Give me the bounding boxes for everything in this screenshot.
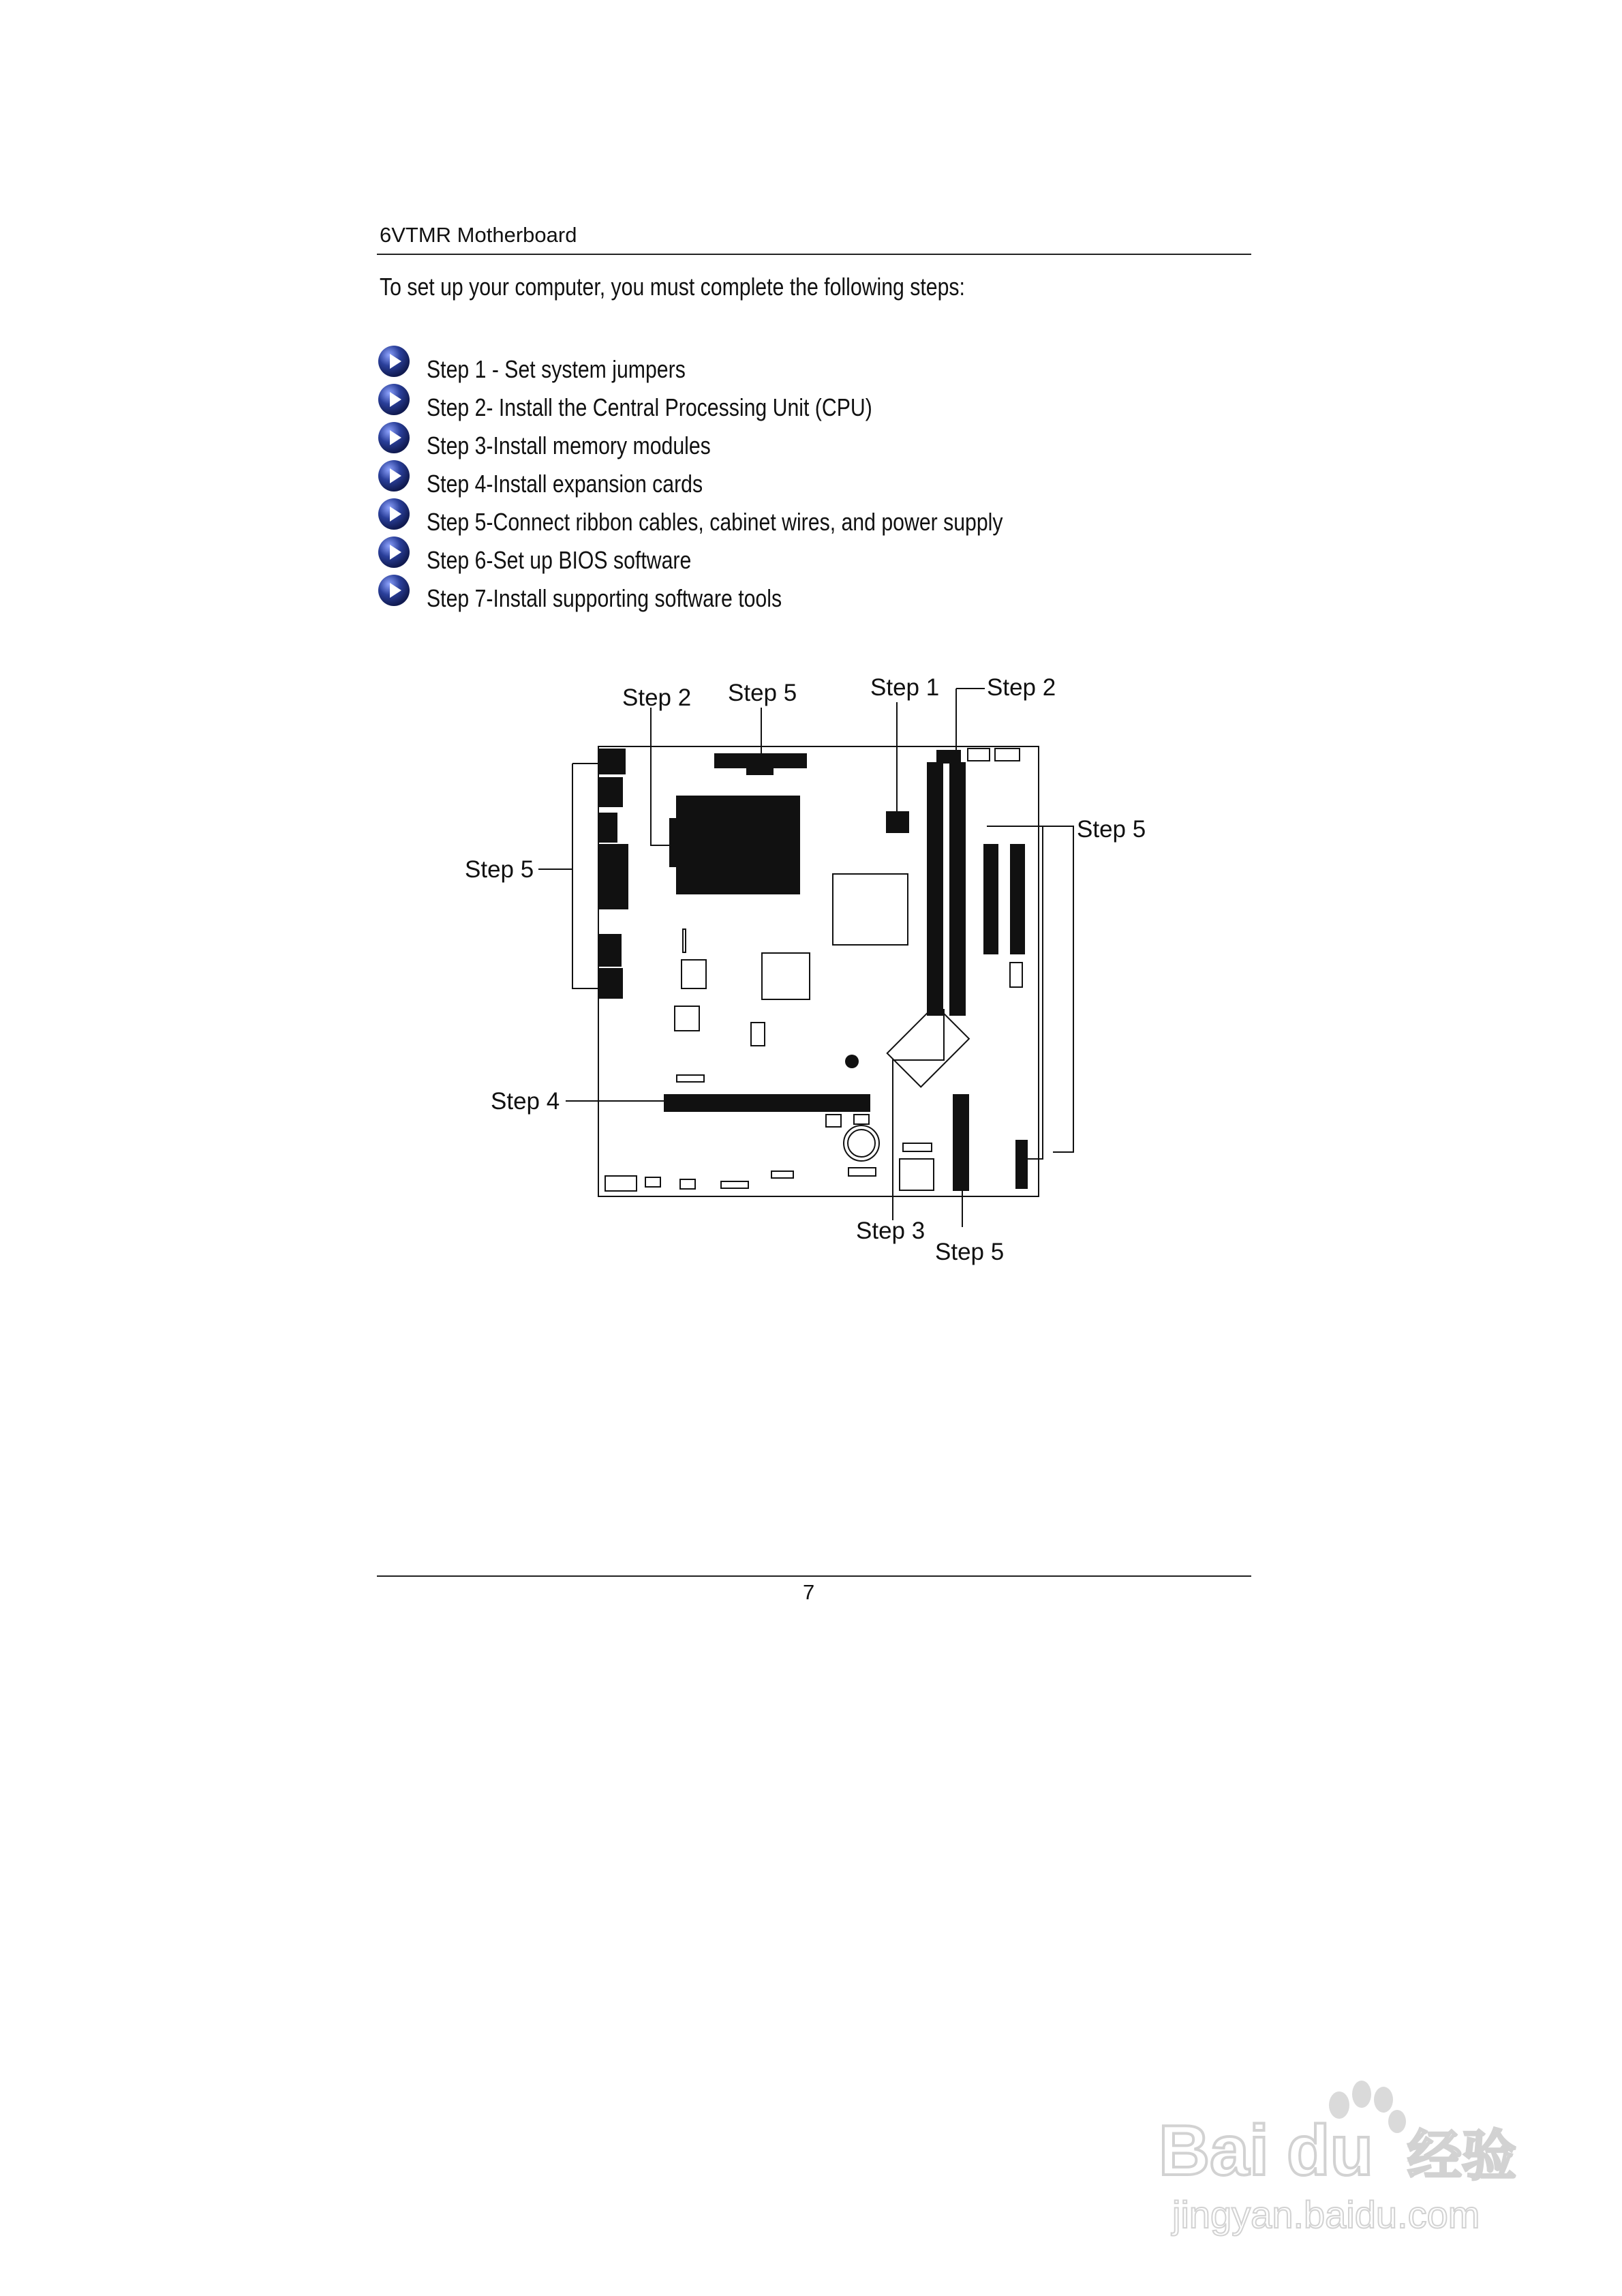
- small-part: [605, 1176, 637, 1191]
- step-3-label: Step 3-Install memory modules: [427, 432, 711, 459]
- cpu-lever: [669, 818, 677, 867]
- cpu-socket: [676, 796, 800, 894]
- diagram-label: Step 5: [465, 856, 534, 883]
- small-part: [680, 1179, 695, 1189]
- small-chip: [682, 960, 706, 988]
- paw-toe: [1388, 2110, 1406, 2133]
- baidu-watermark-logo: [1145, 2045, 1554, 2250]
- paw-toe: [1374, 2087, 1393, 2113]
- small-part: [677, 1075, 704, 1082]
- page-number: 7: [803, 1580, 815, 1604]
- small-part: [826, 1115, 841, 1127]
- watermark-brand: Bai: [1159, 2111, 1269, 2190]
- jumper-block: [886, 811, 909, 833]
- step-7-label: Step 7-Install supporting software tools: [427, 584, 782, 612]
- dimm-slot-1: [927, 762, 943, 1016]
- small-part: [751, 1023, 765, 1046]
- rotated-chip-outline: [887, 1005, 969, 1087]
- small-part: [645, 1177, 660, 1187]
- small-part: [771, 1171, 793, 1178]
- small-part: [721, 1181, 748, 1188]
- diagram-label: Step 5: [1077, 816, 1146, 843]
- io-port: [598, 813, 617, 843]
- pci-slot: [664, 1094, 870, 1112]
- step-4-label: Step 4-Install expansion cards: [427, 470, 703, 498]
- small-part: [968, 749, 990, 761]
- io-port: [598, 749, 626, 774]
- diagram-label: Step 2: [622, 684, 692, 711]
- dimm-latch: [936, 750, 961, 764]
- leader-step5-right: [987, 826, 1073, 1159]
- io-port: [598, 777, 623, 807]
- diagram-label: Step 3: [856, 1218, 925, 1244]
- leader-step5-left: [538, 764, 598, 988]
- buzzer-icon: [845, 1055, 859, 1068]
- paw-toe: [1352, 2081, 1371, 2108]
- io-port: [598, 934, 622, 967]
- small-part: [854, 1115, 869, 1124]
- header-title: 6VTMR Motherboard: [380, 223, 577, 247]
- ide-connector-2: [1010, 844, 1025, 954]
- intro-text: To set up your computer, you must complete the following steps:: [380, 273, 965, 301]
- battery-inner: [848, 1130, 875, 1157]
- small-chip: [675, 1006, 699, 1031]
- power-connector-tab: [746, 767, 774, 775]
- panel-connector: [1015, 1140, 1028, 1189]
- small-chip: [900, 1159, 934, 1190]
- diagram-label: Step 5: [728, 680, 797, 706]
- small-part: [1010, 963, 1022, 987]
- io-port: [598, 968, 623, 999]
- watermark-cn: 经验: [1407, 2126, 1516, 2186]
- parallel-port: [598, 844, 628, 909]
- chip-outline: [762, 953, 810, 999]
- floppy-connector: [953, 1094, 969, 1191]
- watermark-brand-2: du: [1287, 2111, 1374, 2190]
- small-part: [995, 749, 1020, 761]
- board-outline: [598, 746, 1039, 1196]
- diagram-label: Step 4: [491, 1088, 560, 1115]
- chipset-outline: [833, 874, 908, 945]
- battery-icon: [844, 1126, 879, 1161]
- power-connector: [714, 753, 807, 768]
- diagram-label: Step 1: [870, 674, 940, 701]
- diagram-label: Step 5: [935, 1239, 1005, 1265]
- watermark-url: jingyan.baidu.com: [1172, 2193, 1480, 2236]
- step-5-label: Step 5-Connect ribbon cables, cabinet wires, and power supply: [427, 508, 1003, 536]
- diagram-label: Step 2: [987, 674, 1056, 701]
- small-part: [848, 1168, 876, 1176]
- step-1-label: Step 1 - Set system jumpers: [427, 355, 686, 383]
- dimm-slot-2: [949, 762, 966, 1016]
- step-6-label: Step 6-Set up BIOS software: [427, 546, 692, 574]
- ide-connector-1: [983, 844, 998, 954]
- small-part: [683, 929, 686, 952]
- step-2-label: Step 2- Install the Central Processing Unit (CPU): [427, 393, 872, 421]
- small-part: [903, 1143, 932, 1151]
- footer-rule: [377, 1575, 1251, 1577]
